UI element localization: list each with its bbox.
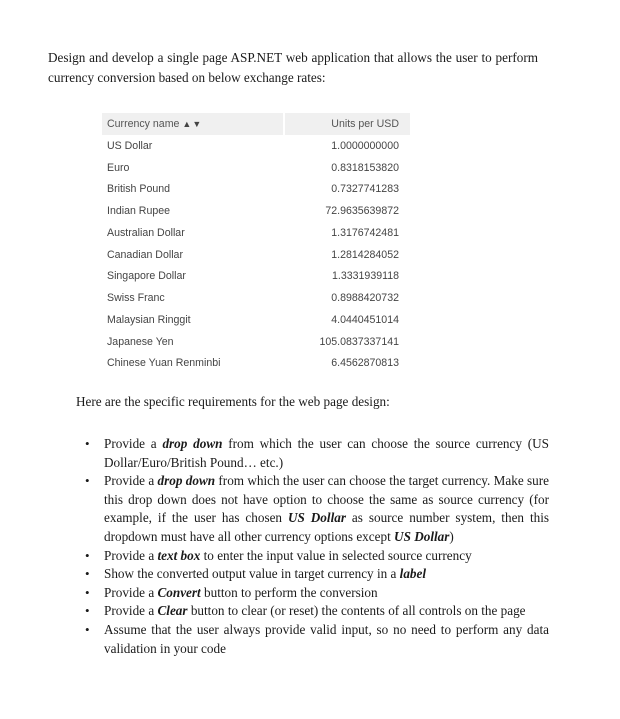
table-row [102, 222, 410, 244]
units-per-usd-cell: 1.2814284052 [331, 248, 399, 261]
item-text: to enter the input value in selected source currency [200, 547, 472, 563]
table-header-row [102, 113, 410, 135]
item-emphasis: drop down [157, 473, 216, 489]
currency-name-cell: Indian Rupee [107, 205, 171, 218]
units-per-usd-cell: 4.0440451014 [331, 313, 399, 326]
bullet-icon: • [85, 566, 90, 582]
item-emphasis: text box [157, 547, 201, 563]
currency-name-cell: Singapore Dollar [107, 270, 186, 283]
item-emphasis: Clear [157, 603, 188, 619]
table-row [102, 179, 410, 201]
item-emphasis: label [399, 566, 427, 582]
currency-name-header[interactable] [102, 113, 284, 135]
requirements-list [76, 435, 549, 658]
list-item [76, 435, 549, 472]
list-item [76, 602, 549, 621]
item-text: from which the user can choose the target currency. Make sure this drop down does not have option to choose the same as source currency (for example, if the user has chosen [104, 473, 549, 526]
units-per-usd-cell: 105.0837337141 [319, 335, 399, 348]
table-row [102, 135, 410, 157]
units-per-usd-cell: 1.3331939118 [332, 270, 399, 283]
currency-name-cell: Chinese Yuan Renminbi [107, 357, 221, 370]
item-text: as source number system, then this dropdown must have all other currency options except [104, 510, 550, 544]
intro-paragraph: Design and develop a single page ASP.NET web application that allows the user to perform currency conversion based on below exchange rates: [48, 50, 538, 85]
currency-name-cell: British Pound [107, 183, 171, 196]
bullet-icon: • [85, 584, 90, 600]
units-per-usd-cell: 1.3176742481 [331, 226, 399, 239]
item-text: from which the user can choose the source currency (US Dollar/Euro/British Pound… etc.) [104, 436, 549, 470]
list-item [76, 547, 549, 566]
bullet-icon: • [85, 621, 90, 637]
currency-name-cell: Malaysian Ringgit [107, 313, 191, 326]
units-per-usd-cell: 72.9635639872 [325, 205, 399, 218]
table-row [102, 157, 410, 179]
table-row [102, 200, 410, 222]
item-text: Provide a [104, 547, 158, 563]
currency-name-cell: US Dollar [107, 139, 153, 152]
currency-name-cell: Swiss Franc [107, 292, 165, 305]
units-per-usd-cell: 1.0000000000 [331, 139, 399, 152]
item-text: Provide a [104, 473, 158, 489]
units-per-usd-cell: 0.7327741283 [331, 183, 399, 196]
table-row [102, 266, 410, 288]
currency-name-cell: Japanese Yen [107, 335, 174, 348]
list-item [76, 565, 549, 584]
table-row [102, 244, 410, 266]
item-emphasis: US Dollar [287, 510, 346, 526]
units-per-usd-cell: 6.4562870813 [331, 357, 399, 370]
exchange-rates-table [102, 113, 410, 374]
list-item [76, 621, 549, 658]
item-emphasis: US Dollar [394, 528, 450, 544]
item-emphasis: drop down [162, 436, 223, 451]
currency-name-header-label: Currency name [107, 118, 180, 130]
units-per-usd-cell: 0.8988420732 [331, 292, 399, 305]
item-emphasis: Convert [157, 584, 201, 600]
bullet-icon: • [85, 547, 90, 563]
requirements-heading: Here are the specific requirements for the web page design: [76, 394, 390, 409]
table-row [102, 353, 410, 375]
bullet-icon: • [85, 436, 90, 451]
item-text: Provide a [104, 584, 158, 600]
item-text: Show the converted output value in target currency in a [104, 566, 400, 582]
units-per-usd-header: Units per USD [284, 113, 410, 135]
currency-name-cell: Australian Dollar [107, 226, 185, 239]
table-row [102, 287, 410, 309]
bullet-icon: • [85, 603, 90, 619]
sort-icon[interactable]: ▲▼ [182, 119, 203, 129]
bullet-icon: • [85, 473, 90, 489]
item-text: Provide a [104, 603, 158, 619]
item-text: ) [449, 528, 454, 544]
table-row [102, 309, 410, 331]
currency-name-cell: Euro [107, 161, 130, 174]
list-item [76, 584, 549, 603]
item-text: button to clear (or reset) the contents of all controls on the page [187, 603, 526, 619]
currency-name-cell: Canadian Dollar [107, 248, 183, 261]
units-per-usd-cell: 0.8318153820 [331, 161, 399, 174]
list-item [76, 472, 549, 546]
table-row [102, 331, 410, 353]
item-text: Provide a [104, 436, 163, 451]
item-text: button to perform the conversion [200, 584, 378, 600]
item-text: Assume that the user always provide valid input, so no need to perform any data validation in your code [104, 621, 549, 656]
